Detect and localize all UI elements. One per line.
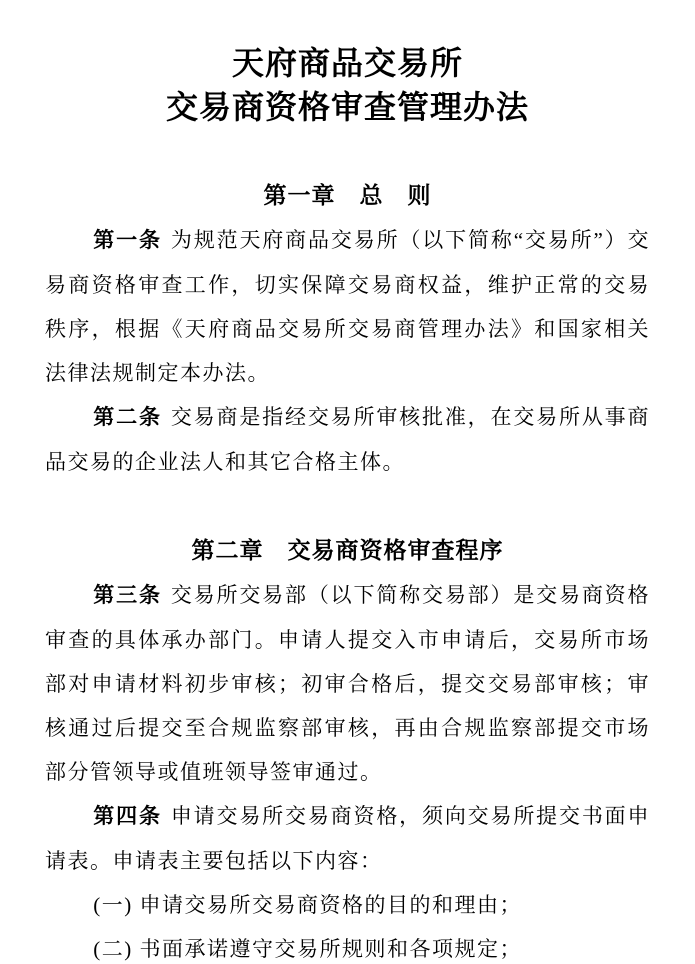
article-1 xyxy=(45,218,650,395)
article-3 xyxy=(45,573,650,794)
chapter-2-heading: 第二章 交易商资格审查程序 xyxy=(191,537,504,563)
article-2-text: 交易商是指经交易所审核批准，在交易所从事商品交易的企业法人和其它合格主体。 xyxy=(45,405,651,474)
article-4-label: 第四条 xyxy=(93,805,162,828)
article-1-label: 第一条 xyxy=(93,229,162,252)
article-4-text: 申请交易所交易商资格，须向交易所提交书面申请表。申请表主要包括以下内容： xyxy=(45,804,651,873)
document-title-line2: 交易商资格审查管理办法 xyxy=(165,89,529,125)
document-title xyxy=(0,0,695,129)
chapter-1-heading: 第一章 总 则 xyxy=(263,182,432,208)
article-2-label: 第二条 xyxy=(93,406,162,429)
article-3-label: 第三条 xyxy=(93,584,162,607)
document-title-line1: 天府商品交易所 xyxy=(231,45,463,81)
article-4 xyxy=(45,794,650,883)
article-4-list-item-2: (二) 书面承诺遵守交易所规则和各项规定； xyxy=(93,937,523,961)
article-4-list-item-1: (一) 申请交易所交易商资格的目的和理由； xyxy=(93,893,523,917)
article-3-text: 交易所交易部（以下简称交易部）是交易商资格审查的具体承办部门。申请人提交入市申请后，交易所市场部对申请材料初步审核；初审合格后，提交交易部审核；审核通过后提交至合规监察部审核，再由合规监察部提交市场部分管领导或值班领导签审通过。 xyxy=(45,583,651,784)
article-2 xyxy=(45,395,650,484)
article-1-text: 为规范天府商品交易所（以下简称“交易所”）交易商资格审查工作，切实保障交易商权益，维护正常的交易秩序，根据《天府商品交易所交易商管理办法》和国家相关法律法规制定本办法。 xyxy=(45,228,651,385)
